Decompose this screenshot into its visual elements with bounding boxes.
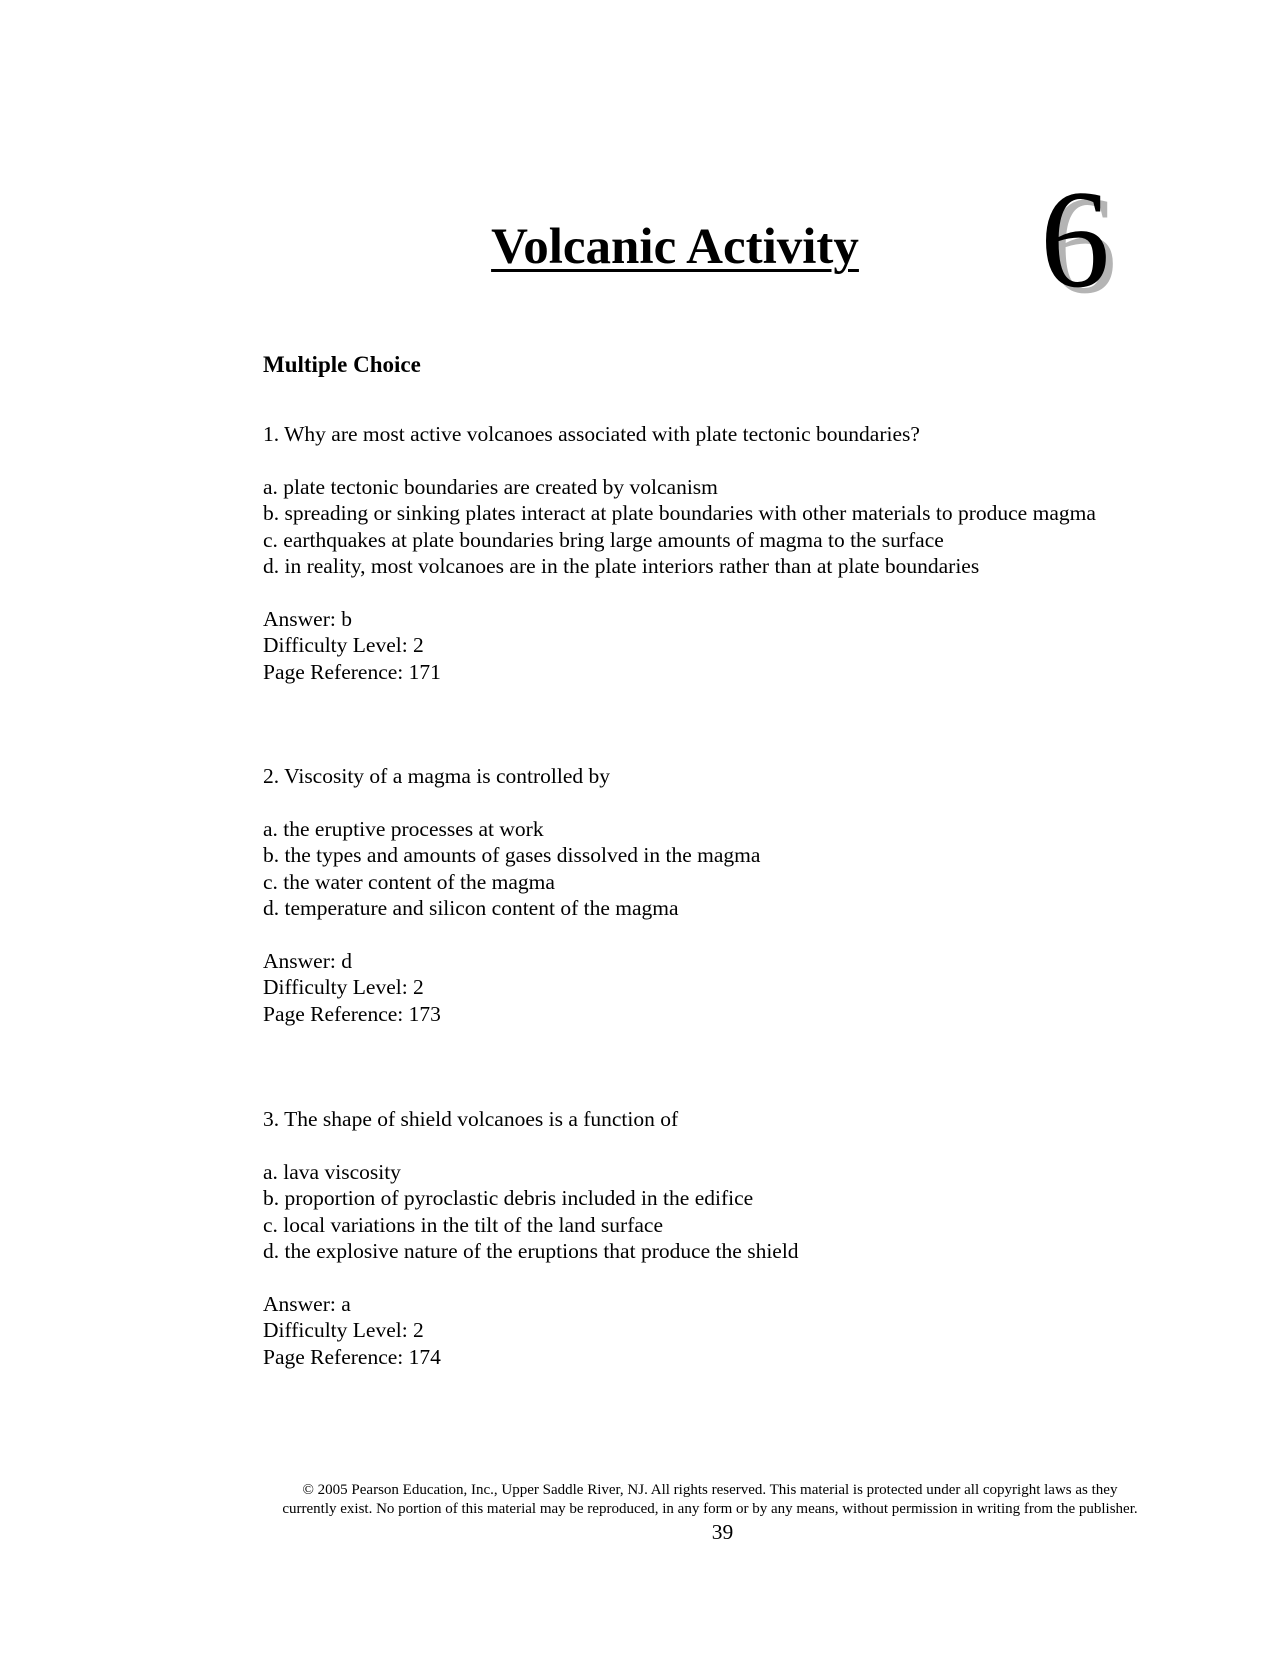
option-d: d. temperature and silicon content of the magma — [263, 896, 679, 920]
option-b: b. proportion of pyroclastic debris included in the edifice — [263, 1186, 754, 1210]
options-list — [263, 1159, 799, 1265]
option-a: a. plate tectonic boundaries are created by volcanism — [263, 474, 718, 499]
chapter-title: Volcanic Activity — [491, 219, 859, 275]
answer: Answer: a — [263, 1291, 351, 1316]
question-2 — [263, 763, 760, 1027]
question-meta — [263, 1291, 799, 1371]
question-meta — [263, 606, 1096, 686]
question-3 — [263, 1106, 799, 1370]
options-list — [263, 474, 1096, 580]
option-d: d. the explosive nature of the eruptions that produce the shield — [263, 1239, 799, 1263]
section-heading: Multiple Choice — [263, 352, 421, 377]
difficulty-level: Difficulty Level: 2 — [263, 975, 424, 999]
option-d: d. in reality, most volcanoes are in the plate interiors rather than at plate boundaries — [263, 554, 980, 578]
question-text: 3. The shape of shield volcanoes is a function of — [263, 1107, 679, 1131]
difficulty-level: Difficulty Level: 2 — [263, 1318, 424, 1342]
option-a: a. lava viscosity — [263, 1159, 401, 1184]
copyright-line-1: © 2005 Pearson Education, Inc., Upper Saddle River, NJ. All rights reserved. This material is protected under all copyright laws as they — [302, 1482, 1118, 1498]
question-1 — [263, 421, 1096, 685]
option-c: c. earthquakes at plate boundaries bring large amounts of magma to the surface — [263, 527, 944, 552]
option-b: b. the types and amounts of gases dissolved in the magma — [263, 843, 761, 867]
chapter-number: 6 — [1040, 162, 1110, 317]
question-text: 2. Viscosity of a magma is controlled by — [263, 764, 611, 788]
page-reference: Page Reference: 171 — [263, 659, 441, 684]
option-a: a. the eruptive processes at work — [263, 816, 544, 841]
page-number: 39 — [711, 1520, 734, 1544]
options-list — [263, 816, 760, 922]
copyright-line-2: currently exist. No portion of this material may be reproduced, in any form or by any means, without permission in writing from the publisher. — [282, 1501, 1138, 1517]
answer: Answer: d — [263, 948, 352, 973]
option-b: b. spreading or sinking plates interact at plate boundaries with other materials to produce magma — [263, 501, 1096, 525]
difficulty-level: Difficulty Level: 2 — [263, 633, 424, 657]
answer: Answer: b — [263, 606, 352, 631]
page-reference: Page Reference: 174 — [263, 1344, 441, 1369]
copyright-footer — [0, 1481, 1280, 1519]
option-c: c. the water content of the magma — [263, 869, 555, 894]
question-text: 1. Why are most active volcanoes associated with plate tectonic boundaries? — [263, 422, 920, 446]
question-meta — [263, 948, 760, 1028]
page-reference: Page Reference: 173 — [263, 1001, 441, 1026]
option-c: c. local variations in the tilt of the land surface — [263, 1212, 663, 1237]
